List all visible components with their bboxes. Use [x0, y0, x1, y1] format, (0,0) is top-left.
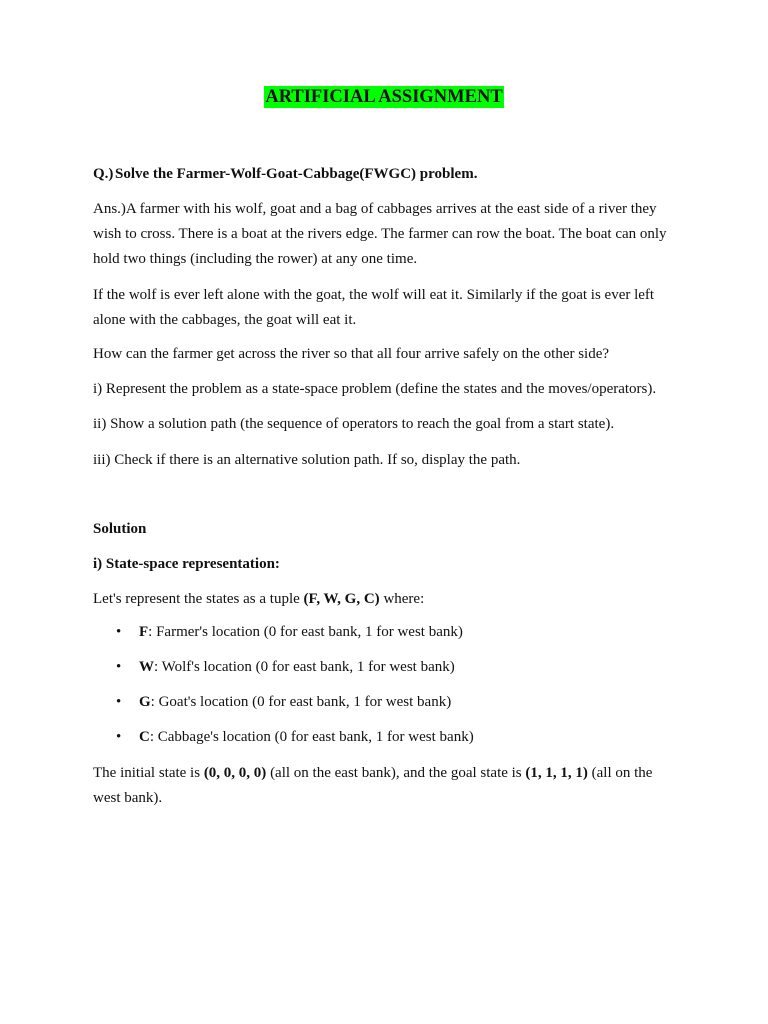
state-space-heading: i) State-space representation: — [93, 556, 280, 572]
initial-before: The initial state is — [93, 765, 204, 781]
initial-state: (0, 0, 0, 0) — [203, 765, 267, 781]
requirement-3: iii) Check if there is an alternative solution path. If so, display the path. — [93, 452, 521, 468]
bullet-icon: • — [116, 694, 122, 710]
initial-goal-paragraph — [93, 761, 678, 811]
variable-description: : Wolf's location (0 for east bank, 1 for west bank) — [154, 659, 455, 675]
list-item — [93, 655, 474, 690]
state-variable-list — [93, 620, 474, 760]
tuple-intro-after: where: — [379, 591, 425, 607]
tuple-intro-before: Let's represent the states as a tuple — [93, 591, 304, 607]
goal-state: (1, 1, 1, 1) — [525, 765, 588, 781]
variable-key: W — [139, 659, 154, 675]
question-line — [93, 162, 678, 187]
variable-key: C — [139, 729, 150, 745]
answer-paragraph-3: How can the farmer get across the river so that all four arrive safely on the other side? — [93, 346, 610, 362]
variable-description: : Farmer's location (0 for east bank, 1 for west bank) — [148, 624, 463, 640]
list-item — [93, 690, 474, 725]
list-item — [93, 620, 474, 655]
variable-key: G — [139, 694, 151, 710]
answer-paragraph-1: Ans.)A farmer with his wolf, goat and a bag of cabbages arrives at the east side of a river they wish to cross. There is a boat at the rivers edge. The farmer can row the boat. The boat can only hold two things (including the rower) at any one time. — [93, 201, 667, 267]
bullet-icon: • — [116, 659, 122, 675]
requirement-1: i) Represent the problem as a state-space problem (define the states and the moves/operators). — [93, 381, 657, 397]
tuple-intro — [93, 587, 678, 612]
requirement-2: ii) Show a solution path (the sequence of operators to reach the goal from a start state). — [93, 416, 615, 432]
tuple-value: (F, W, G, C) — [303, 591, 380, 607]
bullet-icon: • — [116, 624, 122, 640]
variable-description: : Goat's location (0 for east bank, 1 for west bank) — [150, 694, 452, 710]
answer-paragraph-2: If the wolf is ever left alone with the goat, the wolf will eat it. Similarly if the goat is ever left alone with the cabbages, the goat will eat it. — [93, 287, 655, 328]
initial-middle: (all on the east bank), and the goal state is — [266, 765, 526, 781]
variable-key: F — [139, 624, 149, 640]
bullet-icon: • — [116, 729, 122, 745]
variable-description: : Cabbage's location (0 for east bank, 1 for west bank) — [149, 729, 474, 745]
list-item — [93, 725, 474, 760]
title-container — [0, 86, 768, 108]
initial-after: (all on the west bank). — [93, 765, 653, 806]
question-text: Solve the Farmer-Wolf-Goat-Cabbage(FWGC) problem. — [115, 166, 478, 182]
document-title: ARTIFICIAL ASSIGNMENT — [265, 87, 503, 107]
solution-heading: Solution — [93, 521, 147, 537]
question-number: Q.) — [93, 166, 114, 182]
